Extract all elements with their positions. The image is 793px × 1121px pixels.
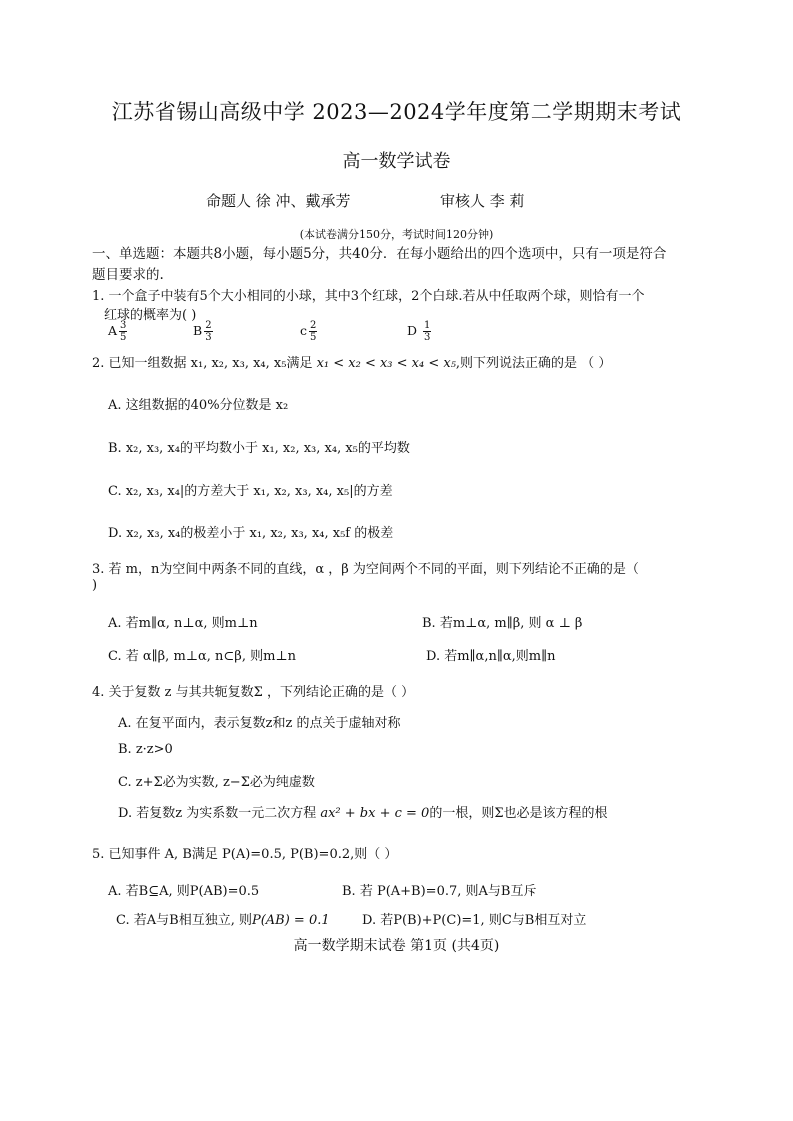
option-label: D bbox=[407, 323, 418, 338]
quadratic-equation: ax² + bx + c = 0 bbox=[320, 806, 430, 821]
option-label: A bbox=[108, 323, 118, 338]
q3-option-b: B. 若m⊥α, m∥β, 则 α ⊥ β bbox=[422, 616, 583, 631]
q3-option-a: A. 若m∥α, n⊥α, 则m⊥n bbox=[108, 616, 258, 631]
q3-stem-line2: ) bbox=[92, 578, 98, 593]
reviewer: 审核人 李 莉 bbox=[440, 192, 525, 210]
q2-stem: 2. 已知一组数据 x₁, x₂, x₃, x₄, x₅满足 x₁ < x₂ < x₃ < x₄ < x₅,则下列说法正确的是 （ ） bbox=[92, 356, 612, 371]
q5-option-a: A. 若B⊆A, 则P(AB)=0.5 bbox=[108, 884, 260, 899]
q2-option-a: A. 这组数据的40%分位数是 x₂ bbox=[108, 398, 289, 413]
q5-option-d: D. 若P(B)+P(C)=1, 则C与B相互对立 bbox=[362, 913, 587, 928]
q4-stem: 4. 关于复数 z 与其共轭复数Σ ，下列结论正确的是（ ） bbox=[92, 685, 415, 700]
q5-option-c: C. 若A与B相互独立, 则P(AB) = 0.1 bbox=[116, 913, 330, 928]
section-instruction-line1: 一、单选题：本题共8小题，每小题5分，共40分．在每小题给出的四个选项中，只有一项是符合 bbox=[92, 246, 667, 262]
q5-option-b: B. 若 P(A+B)=0.7, 则A与B互斥 bbox=[342, 884, 537, 899]
fraction: $\frac{2}{5}$ bbox=[310, 320, 317, 343]
q2-option-d: D. x₂, x₃, x₄的极差小于 x₁, x₂, x₃, x₄, x₅f 的极差 bbox=[108, 526, 394, 541]
probability-expression: P(AB) = 0.1 bbox=[251, 913, 330, 928]
q4-option-d: D. 若复数z 为实系数一元二次方程 ax² + bx + c = 0的一根，则Σ也必是该方程的根 bbox=[118, 806, 608, 821]
q1-option-b bbox=[193, 320, 213, 343]
q3-stem-line1: 3. 若 m，n为空间中两条不同的直线，α ，β 为空间两个不同的平面，则下列结论不正确的是（ bbox=[92, 562, 639, 577]
q2-option-c: C. x₂, x₃, x₄|的方差大于 x₁, x₂, x₃, x₄, x₅|的方差 bbox=[108, 484, 393, 499]
option-label: B bbox=[193, 323, 203, 338]
page-footer: 高一数学期末试卷 第1页 (共4页) bbox=[293, 938, 500, 954]
q1-stem-line2: 红球的概率为( ) bbox=[104, 308, 197, 323]
section-instruction-line2: 题目要求的. bbox=[92, 267, 164, 283]
fraction: $\frac{3}{5}$ bbox=[120, 320, 127, 343]
exam-note: (本试卷满分150分，考试时间120分钟) bbox=[299, 228, 494, 241]
fraction: $\frac{1}{3}$ bbox=[424, 320, 431, 343]
q2-option-b: B. x₂, x₃, x₄的平均数小于 x₁, x₂, x₃, x₄, x₅的平均数 bbox=[108, 441, 410, 456]
q5-stem: 5. 已知事件 A, B满足 P(A)=0.5, P(B)=0.2,则（ ） bbox=[92, 847, 398, 862]
q1-option-c bbox=[300, 320, 317, 343]
option-label: c bbox=[300, 323, 308, 338]
q1-option-a bbox=[108, 320, 127, 343]
q4-option-a: A. 在复平面内，表示复数z和z 的点关于虚轴对称 bbox=[118, 716, 401, 731]
fraction: $\frac{2}{3}$ bbox=[205, 320, 212, 343]
q4-option-c: C. z+Σ必为实数, z−Σ必为纯虚数 bbox=[118, 775, 315, 790]
inequality-expression: x₁ < x₂ < x₃ < x₄ < x₅ bbox=[316, 356, 456, 371]
q3-option-d: D. 若m∥α,n∥α,则m∥n bbox=[426, 649, 556, 664]
question-setter: 命题人 徐 冲、戴承芳 bbox=[206, 192, 351, 210]
q1-stem-line1: 1. 一个盒子中装有5个大小相同的小球，其中3个红球，2个白球.若从中任取两个球，则恰有一个 bbox=[92, 289, 645, 304]
q1-option-d bbox=[407, 320, 431, 343]
exam-title: 江苏省锡山高级中学 2023—2024学年度第二学期期末考试 bbox=[111, 100, 682, 124]
q4-option-b: B. z·z>0 bbox=[118, 742, 173, 757]
q3-option-c: C. 若 α∥β, m⊥α, n⊂β, 则m⊥n bbox=[108, 649, 297, 664]
exam-subtitle: 高一数学试卷 bbox=[342, 151, 451, 172]
